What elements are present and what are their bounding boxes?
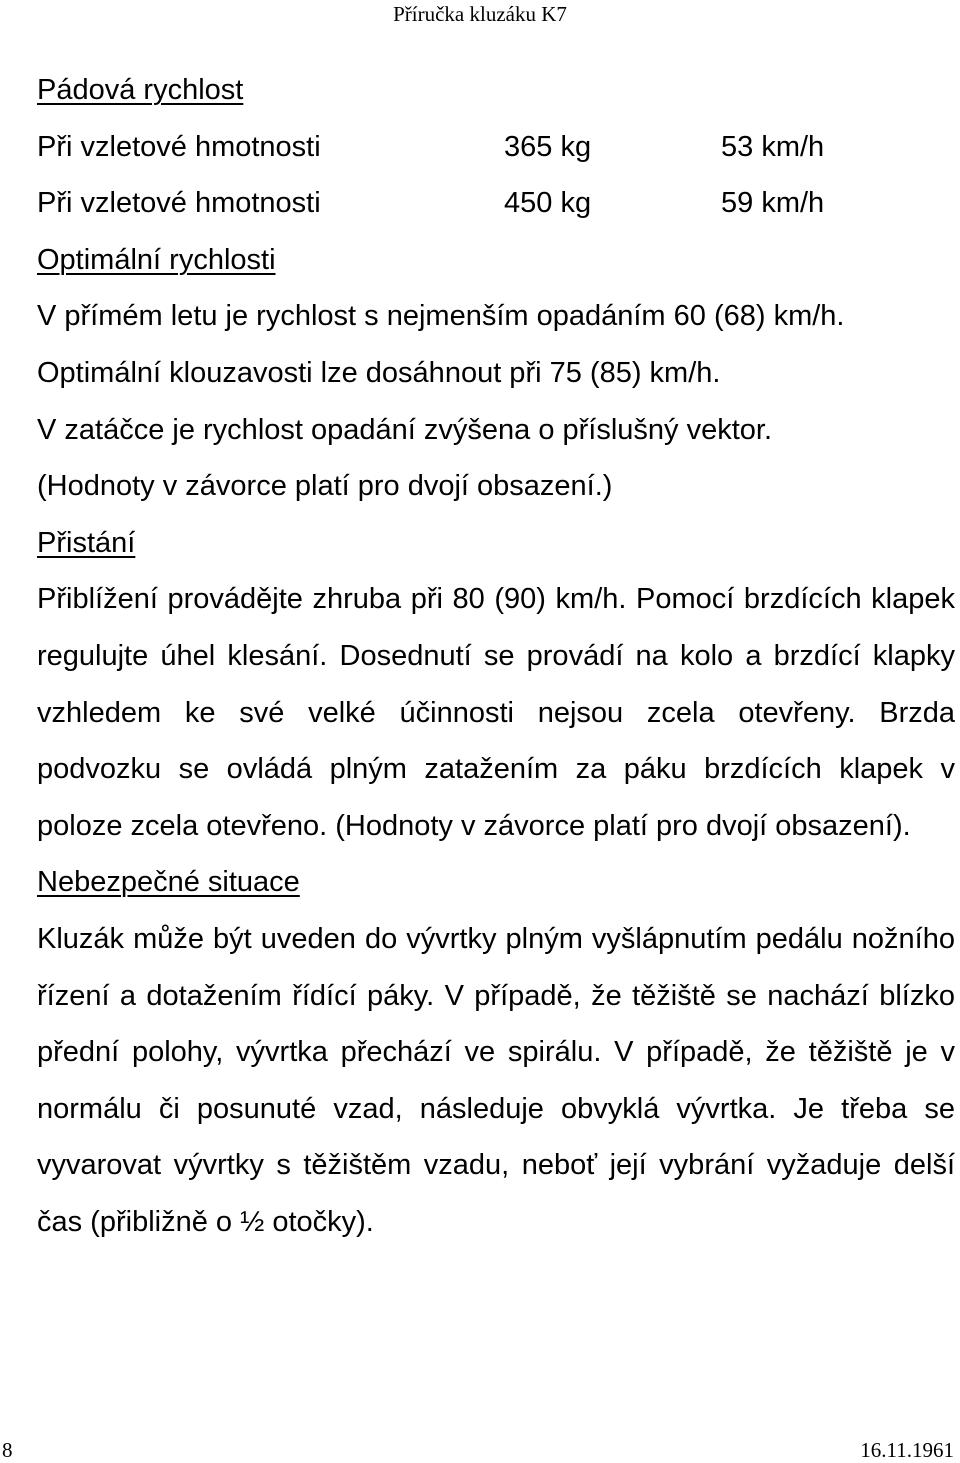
stall-speed-value: 53 km/h	[721, 130, 825, 163]
heading-landing: Přistání	[37, 526, 136, 559]
landing-paragraph: Přiblížení provádějte zhruba při 80 (90) km/h. Pomocí brzdících klapek regulujte úhel klesání. Dosednutí se provádí na kolo a brzdící klapky vzhledem ke své velké účinnosti nejsou zcela otevřeny. Brzda podvozku se ovládá plným zatažením za páku brzdících klapek v poloze zcela otevřeno. (Hodnoty v závorce platí pro dvojí obsazení).	[37, 583, 955, 842]
stall-speed-mass: 450 kg	[504, 187, 592, 220]
optimal-speed-line: V zatáčce je rychlost opadání zvýšena o příslušný vektor.	[37, 413, 773, 446]
optimal-speed-line: (Hodnoty v závorce platí pro dvojí obsazení.)	[37, 470, 613, 503]
document-body	[37, 62, 955, 1250]
stall-speed-value: 59 km/h	[721, 187, 825, 220]
heading-stall-speed: Pádová rychlost	[37, 74, 244, 106]
danger-paragraph: Kluzák může být uveden do vývrtky plným vyšlápnutím pedálu nožního řízení a dotažením řídící páky. V případě, že těžiště se nachází blízko přední polohy, vývrtka přechází ve spirálu. V případě, že těžiště je v normálu či posunuté vzad, následuje obvyklá vývrtka. Je třeba se vyvarovat vývrtky s těžištěm vzadu, neboť její vybrání vyžaduje delší čas (přibližně o ½ otočky).	[37, 922, 955, 1238]
stall-speed-label: Při vzletové hmotnosti	[37, 130, 321, 163]
running-header: Příručka kluzáku K7	[393, 2, 567, 26]
stall-speed-mass: 365 kg	[504, 130, 592, 163]
optimal-speed-line: V přímém letu je rychlost s nejmenším opadáním 60 (68) km/h.	[37, 300, 845, 333]
stall-speed-row	[37, 175, 955, 232]
page-number: 8	[2, 1438, 13, 1462]
heading-optimal-speed: Optimální rychlosti	[37, 243, 276, 276]
optimal-speed-line: Optimální klouzavosti lze dosáhnout při 75 (85) km/h.	[37, 356, 721, 389]
footer-date: 16.11.1961	[860, 1438, 954, 1462]
stall-speed-row	[37, 119, 955, 176]
stall-speed-label: Při vzletové hmotnosti	[37, 187, 321, 220]
heading-dangerous-situations: Nebezpečné situace	[37, 866, 300, 899]
